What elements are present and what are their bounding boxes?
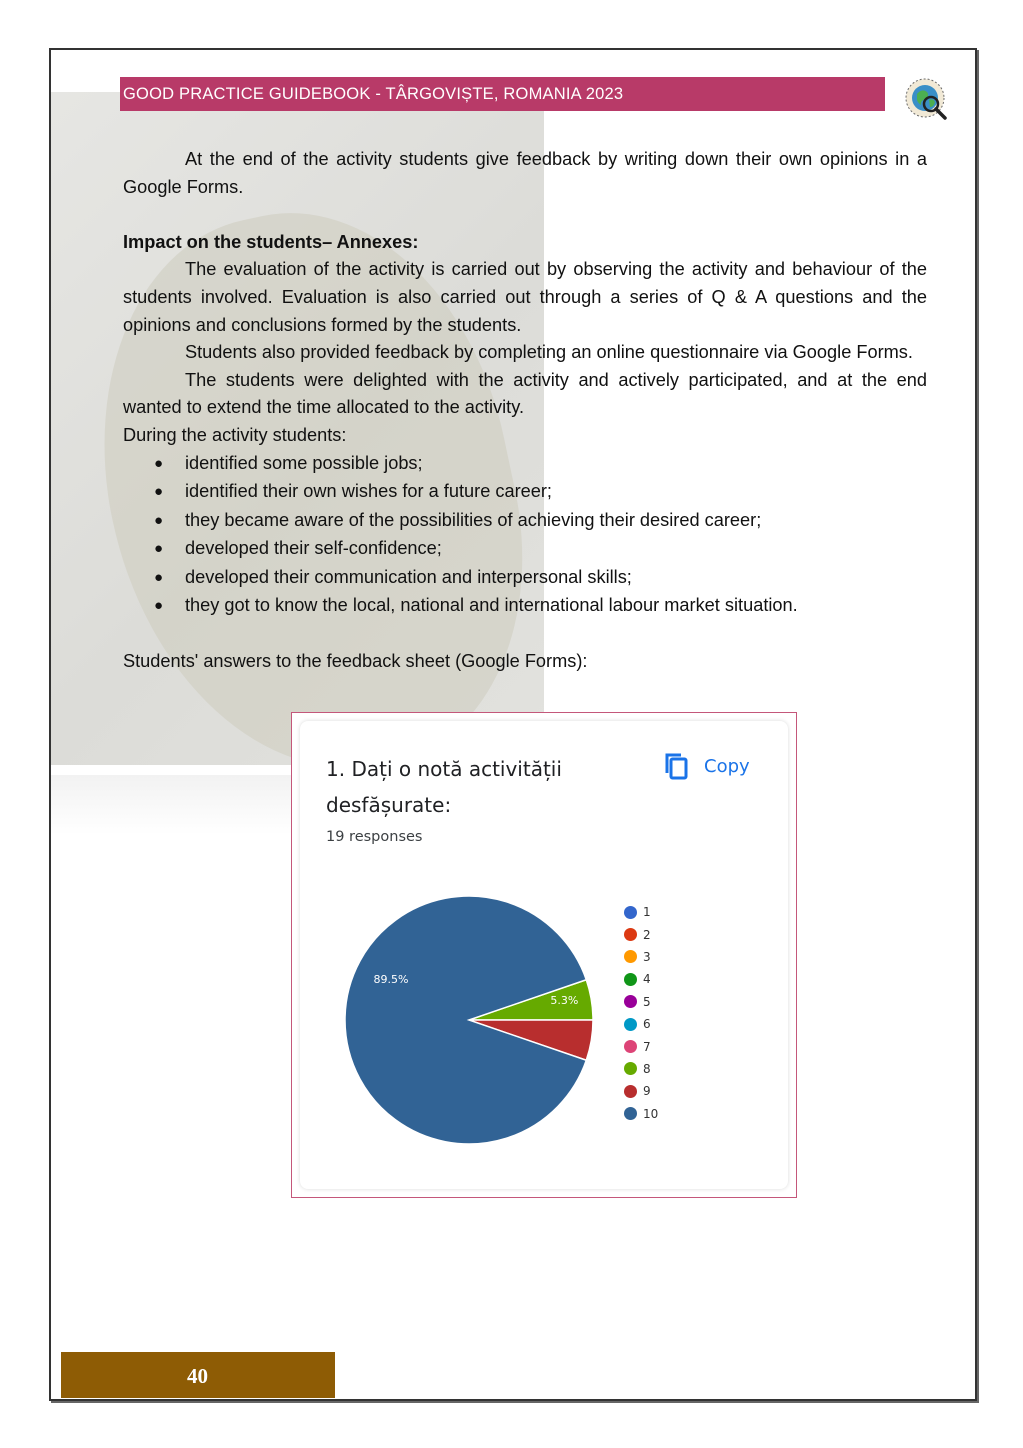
pie-chart (340, 891, 600, 1151)
page-number: 40 (187, 1364, 208, 1388)
pie-data-label: 89.5% (373, 973, 409, 986)
legend-label: 6 (643, 1017, 651, 1032)
legend-item (624, 901, 658, 923)
form-screenshot (291, 712, 797, 1198)
copy-button[interactable] (664, 751, 750, 781)
legend-dot-icon (624, 1018, 637, 1031)
legend-dot-icon (624, 1107, 637, 1120)
bullet-icon: ● (154, 568, 164, 586)
legend-dot-icon (624, 973, 637, 986)
globe-magnifier-logo-icon (903, 76, 949, 122)
list-item: ● developed their self-confidence; (123, 535, 927, 564)
legend-item (624, 1080, 658, 1102)
legend-label: 8 (643, 1061, 651, 1076)
questionnaire-paragraph: Students also provided feedback by completing an online questionnaire via Google Forms. (185, 342, 913, 363)
legend-dot-icon (624, 906, 637, 919)
impact-heading: Impact on the students– Annexes: (123, 231, 419, 252)
copy-icon (664, 752, 690, 780)
legend-label: 2 (643, 927, 651, 942)
evaluation-paragraph: The evaluation of the activity is carried out by observing the activity and behaviour of the students involved. Evaluation is also carried out through a series of Q & A questions and the opinions and conclusions formed by the students. (123, 259, 927, 335)
legend-dot-icon (624, 1062, 637, 1075)
legend-item (624, 1035, 658, 1057)
intro-paragraph: At the end of the activity students give feedback by writing down their own opinions in a Google Forms. (123, 149, 927, 197)
legend-label: 3 (643, 949, 651, 964)
page-content (123, 146, 927, 676)
header-title: GOOD PRACTICE GUIDEBOOK - TÂRGOVIȘTE, ROMANIA 2023 (123, 85, 624, 103)
bullet-icon: ● (154, 483, 164, 501)
copy-label: Copy (704, 755, 750, 777)
legend-item (624, 1103, 658, 1125)
bullet-icon: ● (154, 454, 164, 472)
delighted-paragraph: The students were delighted with the activity and actively participated, and at the end wanted to extend the time allocated to the activity. (123, 369, 927, 418)
form-card (300, 721, 788, 1189)
pie-data-label: 5.3% (550, 994, 579, 1008)
responses-count: 19 responses (326, 829, 423, 845)
list-item: ● identified their own wishes for a future career; (123, 478, 927, 507)
legend-label: 7 (643, 1039, 651, 1054)
legend-dot-icon (624, 950, 637, 963)
legend-label: 9 (643, 1084, 651, 1099)
outcomes-list (123, 450, 927, 621)
bullet-icon: ● (154, 597, 164, 615)
bullet-icon: ● (154, 511, 164, 529)
chart-legend (624, 901, 658, 1125)
list-item: ● developed their communication and interpersonal skills; (123, 564, 927, 593)
legend-label: 4 (643, 972, 651, 987)
list-item: ● they got to know the local, national and international labour market situation. (123, 592, 927, 621)
legend-dot-icon (624, 1040, 637, 1053)
list-intro: During the activity students: (123, 424, 347, 445)
legend-item (624, 946, 658, 968)
legend-item (624, 968, 658, 990)
answers-label: Students' answers to the feedback sheet (Google Forms): (123, 651, 588, 672)
list-item: ● they became aware of the possibilities of achieving their desired career; (123, 507, 927, 536)
legend-item (624, 991, 658, 1013)
legend-dot-icon (624, 1085, 637, 1098)
legend-item (624, 1013, 658, 1035)
legend-item (624, 923, 658, 945)
bullet-icon: ● (154, 540, 164, 558)
page-frame (49, 48, 977, 1401)
legend-label: 10 (643, 1106, 659, 1121)
legend-dot-icon (624, 995, 637, 1008)
footer-bar (61, 1352, 335, 1398)
question-title: 1. Dați o notă activității desfășurate: (326, 757, 562, 817)
legend-label: 5 (643, 994, 651, 1009)
legend-label: 1 (643, 905, 651, 920)
legend-dot-icon (624, 928, 637, 941)
legend-item (624, 1058, 658, 1080)
list-item: ● identified some possible jobs; (123, 450, 927, 479)
